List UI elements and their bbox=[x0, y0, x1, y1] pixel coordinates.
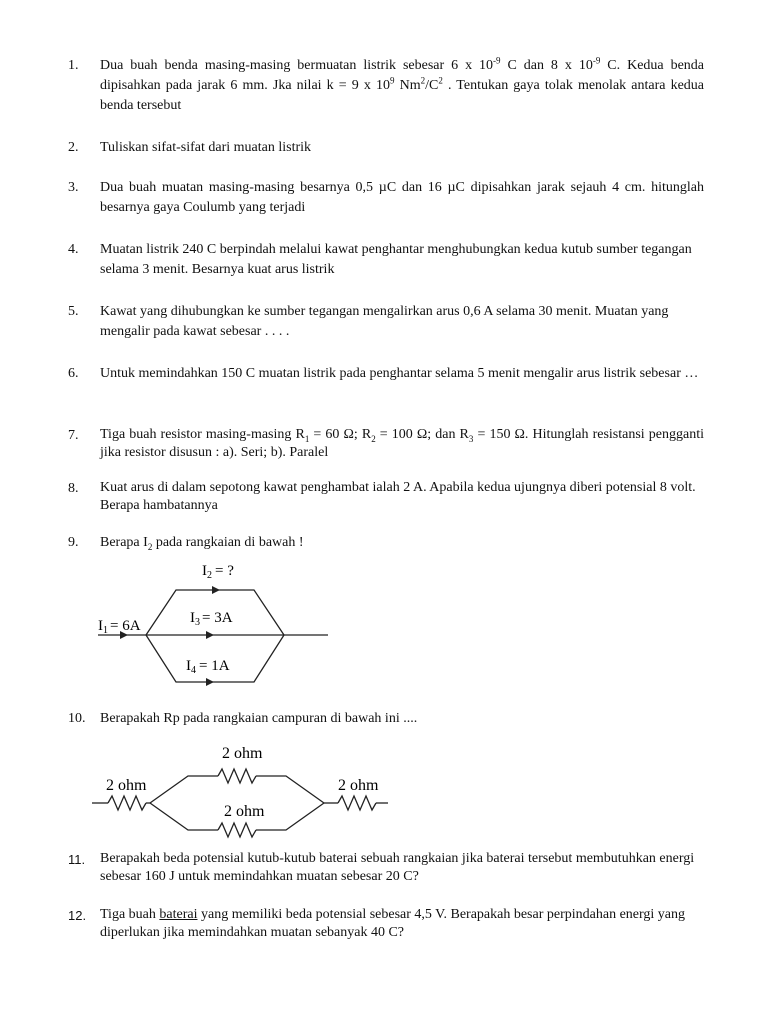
text-part: Dua buah benda masing-masing bermuatan listrik sebesar 6 x 10 bbox=[100, 58, 494, 73]
question-text: Muatan listrik 240 C berpindah melalui kawat penghantar menghubungkan kedua kutub sumber tegangan selama 3 menit. Besarnya kuat arus listrik bbox=[100, 242, 692, 277]
subscript: 2 bbox=[147, 541, 153, 552]
arrow-i4 bbox=[206, 678, 214, 686]
exponent: 9 bbox=[390, 75, 395, 86]
parallel-current-circuit bbox=[90, 554, 340, 694]
label-i1: $I_1 = 6A$ bbox=[98, 618, 141, 636]
question-11 bbox=[68, 850, 704, 886]
label-r-left: 2 ohm bbox=[106, 777, 147, 794]
subscript: 2 bbox=[371, 433, 376, 444]
question-number: 4. bbox=[68, 242, 79, 257]
arrow-i2 bbox=[212, 586, 220, 594]
exponent: 2 bbox=[438, 75, 443, 86]
text-part: = 100 Ω; dan R bbox=[375, 427, 469, 442]
underlined-word: baterai bbox=[159, 907, 198, 922]
question-5 bbox=[68, 302, 704, 342]
exponent: -9 bbox=[493, 55, 501, 66]
question-text bbox=[100, 533, 704, 553]
label-i4: $I_4 = 1A$ bbox=[186, 658, 230, 676]
resistor-bottom bbox=[218, 823, 256, 837]
text-part: pada rangkaian di bawah ! bbox=[152, 535, 304, 550]
text-part: Nm bbox=[394, 78, 421, 93]
question-6 bbox=[68, 364, 704, 384]
resistor-top bbox=[218, 769, 256, 783]
label-r-bottom: 2 ohm bbox=[224, 803, 265, 820]
question-number: 10. bbox=[68, 711, 86, 726]
question-12 bbox=[68, 906, 704, 942]
question-number: 1. bbox=[68, 58, 79, 73]
text-part: /C bbox=[425, 78, 439, 93]
question-number: 12. bbox=[68, 908, 87, 923]
text-part: = 60 Ω; R bbox=[309, 427, 372, 442]
question-text: Tuliskan sifat-sifat dari muatan listrik bbox=[100, 140, 312, 155]
text-part: . Tentukan gaya tolak menolak antara kedua benda tersebut bbox=[100, 78, 704, 113]
question-10 bbox=[68, 709, 704, 729]
text-part: = 150 Ω. Hitunglah resistansi pengganti jika resistor disusun : a). Seri; b). Paralel bbox=[100, 427, 704, 460]
question-1 bbox=[68, 56, 704, 116]
question-number: 9. bbox=[68, 535, 79, 550]
question-number: 6. bbox=[68, 366, 79, 381]
question-text bbox=[100, 906, 704, 942]
resistor-right bbox=[338, 796, 376, 810]
question-9 bbox=[68, 533, 704, 553]
question-number: 7. bbox=[68, 428, 79, 443]
wire-top-right bbox=[256, 776, 324, 803]
question-2 bbox=[68, 138, 704, 158]
exponent: -9 bbox=[592, 55, 601, 66]
label-r-right: 2 ohm bbox=[338, 777, 379, 794]
subscript: 1 bbox=[304, 433, 310, 444]
question-7 bbox=[68, 426, 704, 462]
question-text: Kuat arus di dalam sepotong kawat penghambat ialah 2 A. Apabila kedua ujungnya diberi potensial 8 volt. Berapa hambatannya bbox=[100, 480, 696, 513]
text-part: yang memiliki beda potensial sebesar 4,5 V. Berapakah besar perpindahan energi yang diperlukan jika memindahkan muatan sebanyak 40 C? bbox=[100, 907, 686, 940]
question-text: Untuk memindahkan 150 C muatan listrik pada penghantar selama 5 menit mengalir arus listrik sebesar … bbox=[100, 366, 699, 381]
question-number: 5. bbox=[68, 304, 79, 319]
question-text: Kawat yang dihubungkan ke sumber tegangan mengalirkan arus 0,6 A selama 30 menit. Muatan yang mengalir pada kawat sebesar . . . . bbox=[100, 304, 669, 339]
label-i3: $I_3 = 3A$ bbox=[190, 610, 233, 628]
question-4 bbox=[68, 240, 704, 280]
text-part: Tiga buah bbox=[100, 907, 160, 922]
mixed-resistor-circuit bbox=[88, 738, 398, 846]
question-number: 2. bbox=[68, 140, 79, 155]
question-text: Dua buah muatan masing-masing besarnya 0,5 µC dan 16 µC dipisahkan jarak sejauh 4 cm. hitunglah besarnya gaya Coulumb yang terjadi bbox=[100, 180, 704, 215]
question-text bbox=[100, 56, 704, 116]
question-number: 8. bbox=[68, 481, 79, 496]
question-text bbox=[100, 426, 704, 462]
text-part: Tiga buah resistor masing-masing R bbox=[100, 427, 305, 442]
question-text: Berapakah Rp pada rangkaian campuran di bawah ini .... bbox=[100, 711, 418, 726]
wire-bottom-left bbox=[150, 803, 218, 830]
exponent: 2 bbox=[420, 75, 426, 86]
arrow-i3 bbox=[206, 631, 214, 639]
question-3 bbox=[68, 178, 704, 218]
subscript: 3 bbox=[468, 433, 474, 444]
question-number: 3. bbox=[68, 180, 79, 195]
resistor-left bbox=[108, 796, 146, 810]
text-part: C dan 8 x 10 bbox=[500, 58, 593, 73]
question-number: 11. bbox=[68, 852, 86, 867]
text-part: Berapa I bbox=[100, 535, 148, 550]
text-part: C. Kedua benda dipisahkan pada jarak 6 mm. Jka nilai k = 9 x 10 bbox=[100, 58, 704, 93]
wire-top-left bbox=[150, 776, 218, 803]
question-text: Berapakah beda potensial kutub-kutub baterai sebuah rangkaian jika baterai tersebut membutuhkan energi sebesar 160 J untuk memindahkan muatan sebesar 20 C? bbox=[100, 851, 695, 884]
label-i2: $I_2$ = ? bbox=[202, 563, 234, 581]
question-8 bbox=[68, 479, 704, 515]
label-r-top: 2 ohm bbox=[222, 745, 263, 762]
wire-bottom-right bbox=[256, 803, 324, 830]
